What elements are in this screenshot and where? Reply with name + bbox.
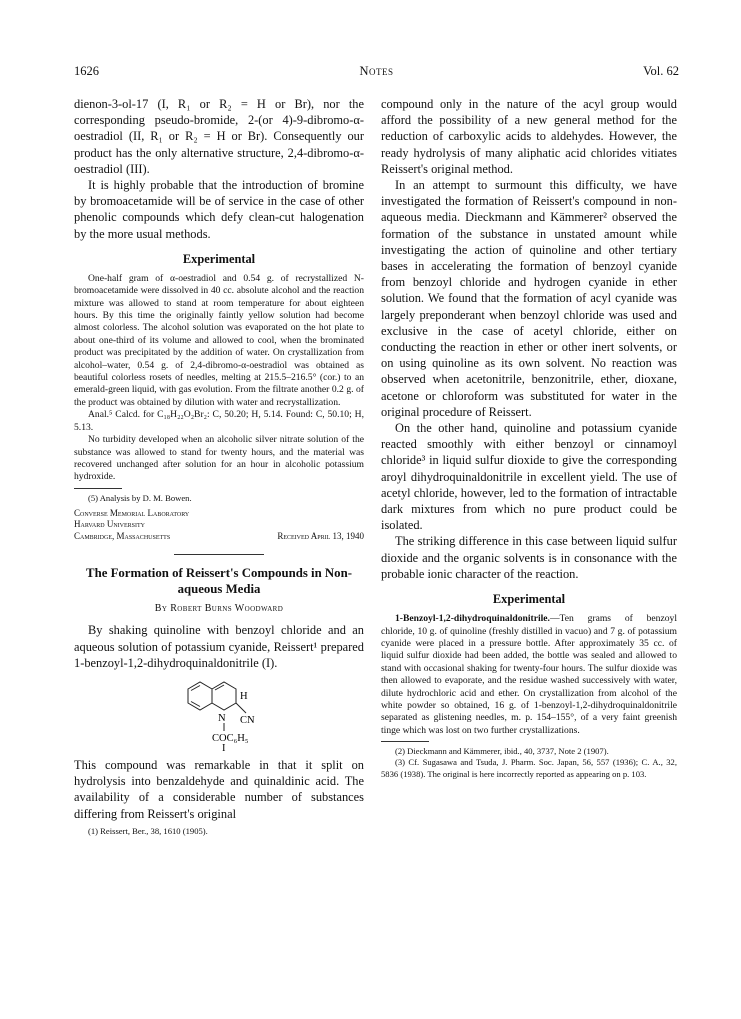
article-separator — [174, 554, 264, 555]
experimental-paragraph: One-half gram of α-oestradiol and 0.54 g. of recrystallized N-bromoacetamide were dissolved in 40 cc. absolute alcohol and the reaction mixture was allowed to stand at room temperature for about eighteen hours. By this time the originally faintly yellow solution had become almost colorless. The alcohol solution was evaporated on the hot plate to about one-third of its volume and allowed to cool, when the brominated product was precipitated by the addition of water. On crystallization from alcohol–water, 0.54 g. of 2,4-dibromo-α-oestradiol was obtained as beautiful colorless rosets of needles, melting at 215.5–216.5° (cor.) to an emerald-green liquid, with gas evolution. From the filtrate another 0.2 g. of the product was obtained by dilution with water and recrystallization. — [74, 272, 364, 408]
paragraph: It is highly probable that the introduction of bromine by bromoacetamide will be of service in the case of other phenolic compounds which defy clean-cut halogenation by the more usual methods. — [74, 178, 364, 241]
signature-block — [74, 508, 364, 543]
paragraph: In an attempt to surmount this difficulty, we have investigated the formation of Reissert's compound in non-aqueous media. Dieckmann and Kämmerer² observed the formation of the substance in unstated amount while investigating the action of quinoline and other tertiary bases in accelerating the formation of benzoyl cyanide from benzoyl chloride and hydrogen cyanide in ether solution. We found that the formation of acyl cyanide was largely preponderant when benzoyl chloride was used and exclusive in the case of acetyl chloride, either on conducting the reaction in ether or other inert solvents, or on using quinoline as its own solvent. No reaction was observed when acetonitrile, benzonitrile, ether, dioxane, acetone or chloroform was substituted for water in the original procedure of Reissert. — [381, 178, 677, 419]
signature-university: Harvard University — [74, 519, 145, 530]
received-date: Received April 13, 1940 — [277, 530, 364, 541]
right-column — [381, 96, 677, 780]
footnote: (3) Cf. Sugasawa and Tsuda, J. Pharm. Soc. Japan, 56, 557 (1936); C. A., 32, 5836 (1938). The original is here incorrectly reported as appearing on p. 103. — [381, 757, 677, 779]
section-heading: Experimental — [492, 592, 566, 607]
footnote: (2) Dieckmann and Kämmerer, ibid., 40, 3737, Note 2 (1907). — [395, 746, 609, 757]
quinoline-structure-diagram — [174, 675, 284, 751]
footnote: (5) Analysis by D. M. Bowen. — [88, 492, 192, 503]
experimental-paragraph — [381, 613, 677, 737]
section-heading: Experimental — [182, 251, 256, 266]
paragraph: dienon-3-ol-17 (I, R₁ or R₂ = H or Br), nor the corresponding pseudo-bromide, 2-(or 4)-9-dibromo-α-oestradiol (II, R₁ or R₂ = H or Br). Consequently our product has the only alternative structure, 2,4-dibromo-α-oestradiol (III). — [74, 97, 364, 176]
article-title: The Formation of Reissert's Compounds in Non-aqueous Media — [86, 566, 352, 597]
footnote-rule — [74, 488, 122, 489]
paragraph: This compound was remarkable in that it split on hydrolysis into benzaldehyde and quinaldinic acid. The availability of a considerable number of substances differing from Reissert's original — [74, 758, 364, 821]
page-number: 1626 — [74, 64, 99, 78]
experimental-paragraph: No turbidity developed when an alcoholic silver nitrate solution of the substance was allowed to stand for twenty hours, and the material was recovered unchanged after solution for an hour in alcoholic potassium hydroxide. — [74, 434, 364, 483]
paragraph: compound only in the nature of the acyl group would afford the possibility of a new general method for the reduction of carboxylic acids to aldehydes. However, the ready hydrolysis of many aliphatic acid chlorides vitiates Reissert's original method. — [381, 97, 677, 176]
signature-city: Cambridge, Massachusetts — [74, 530, 171, 541]
paragraph: By shaking quinoline with benzoyl chloride and an aqueous solution of potassium cyanide, Reissert¹ prepared 1-benzoyl-1,2-dihydroquinaldonitrile (I). — [74, 623, 364, 670]
compound-name: 1-Benzoyl-1,2-dihydroquinaldonitrile. — [395, 613, 550, 625]
journal-section: Notes — [359, 64, 394, 78]
footnote: (1) Reissert, Ber., 38, 1610 (1905). — [88, 825, 208, 836]
signature-city-row — [74, 531, 364, 543]
struct-h-label: H — [240, 691, 248, 703]
left-column — [74, 96, 364, 837]
experimental-text: —Ten grams of benzoyl chloride, 10 g. of quinoline (freshly distilled in vacuo) and 7 g. of potassium cyanide were placed in a pressure bottle. After approximately 35 cc. of liquid sulfur dioxide had been added, the bottle was sealed and allowed to stand with occasional shaking for twenty-four hours. The sulfur dioxide was then allowed to evaporate, and the residue washed successively with water, dilute hydrochloric acid and ether. On crystallization from alcohol of the white powder so obtained, 16 g. of 1-benzoyl-1,2-dihydroquinaldonitrile separated as glistening needles, m. p. 154–155°, of a very faint greenish tinge which was lost on two further crystallizations. — [381, 613, 677, 736]
analysis-line: Anal.⁵ Calcd. for C₁₈H₂₂O₂Br₂: C, 50.20; H, 5.14. Found: C, 50.10; H, 5.13. — [74, 409, 364, 433]
struct-cn-label: CN — [240, 715, 255, 727]
running-header — [74, 64, 679, 82]
signature-lab: Converse Memorial Laboratory — [74, 507, 190, 518]
paragraph: On the other hand, quinoline and potassium cyanide reacted smoothly with either benzoyl or cinnamoyl chloride³ in liquid sulfur dioxide to give the corresponding aroyl dihydroquinaldonitrile in excellent yield. The use of acetyl chloride, however, led to the formation of intractable dark mixtures from which no pure product could be isolated. — [381, 421, 677, 533]
struct-compound-label: I — [222, 743, 226, 752]
paragraph: The striking difference in this case between liquid sulfur dioxide and the organic solvents is in consonance with the probable ionic character of the reaction. — [381, 534, 677, 581]
author-byline: By Robert Burns Woodward — [154, 603, 284, 615]
footnote-rule — [381, 741, 429, 742]
struct-benzoyl-label: COC₆H₅ — [212, 733, 249, 745]
struct-n-label: N — [218, 713, 226, 725]
volume-label: Vol. 62 — [643, 64, 679, 78]
